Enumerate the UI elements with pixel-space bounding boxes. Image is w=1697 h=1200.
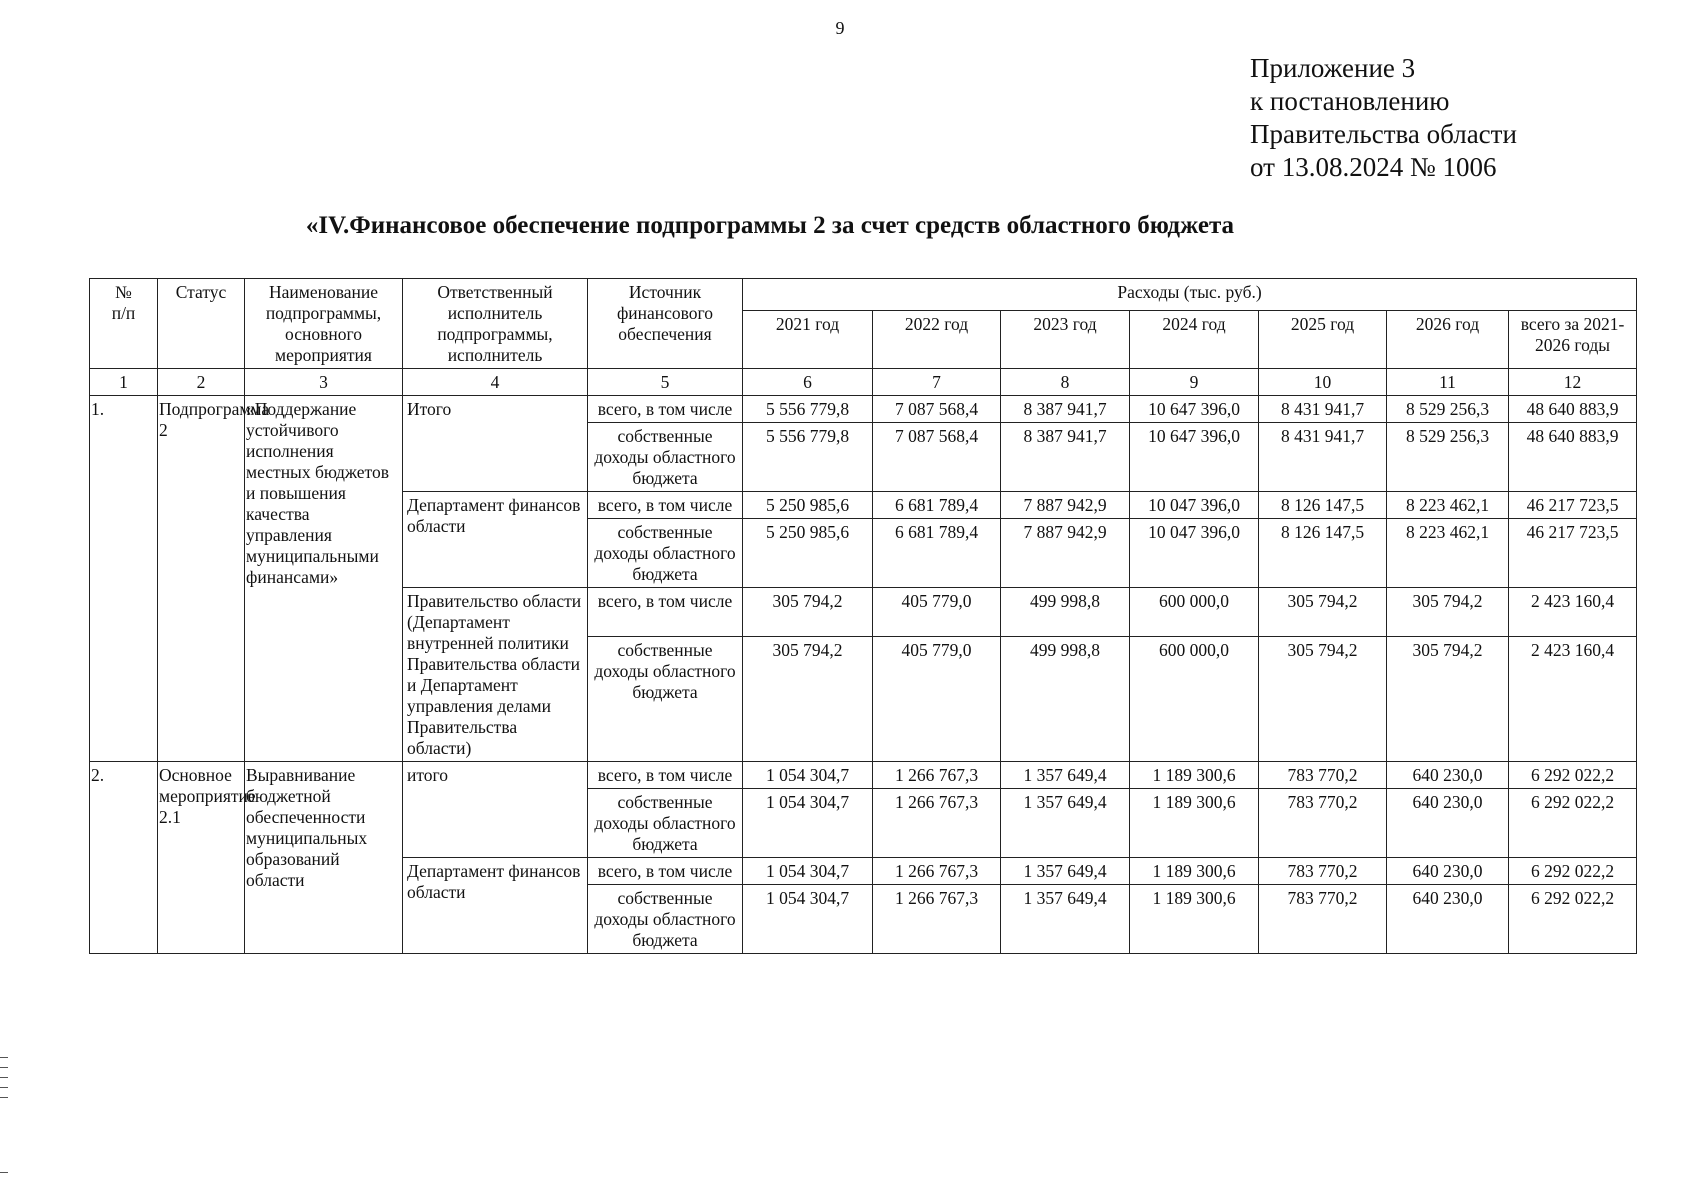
amount-cell: 305 794,2 [1387,636,1509,761]
amount-cell: 10 047 396,0 [1130,492,1259,519]
column-number: 9 [1130,369,1259,396]
amount-cell: 7 887 942,9 [1001,492,1130,519]
executor-name: Итого [403,396,588,492]
amount-cell: 48 640 883,9 [1509,423,1637,492]
header-row [90,279,1637,311]
amount-cell: 6 292 022,2 [1509,762,1637,789]
section-number: 1. [90,396,158,762]
amount-cell: 305 794,2 [1259,636,1387,761]
amount-cell: 5 250 985,6 [743,519,873,588]
amount-cell: 1 357 649,4 [1001,858,1130,885]
table-row [90,762,1637,789]
column-number: 11 [1387,369,1509,396]
amount-cell: 6 681 789,4 [873,519,1001,588]
amount-cell: 10 647 396,0 [1130,423,1259,492]
amount-cell: 1 266 767,3 [873,858,1001,885]
amount-cell: 10 647 396,0 [1130,396,1259,423]
margin-mark [0,1057,8,1058]
margin-mark [0,1067,8,1068]
amount-cell: 7 087 568,4 [873,396,1001,423]
amount-cell: 8 126 147,5 [1259,519,1387,588]
column-number: 3 [245,369,403,396]
amount-cell: 640 230,0 [1387,858,1509,885]
column-number: 2 [158,369,245,396]
funding-source: собственные доходы областного бюджета [588,519,743,588]
section-name: Выравнивание бюджетной обеспеченности муниципальных образований области [245,762,403,954]
amount-cell: 10 047 396,0 [1130,519,1259,588]
appendix-line: Приложение 3 [1250,53,1416,83]
column-number: 4 [403,369,588,396]
header-source: Источник финансового обеспечения [588,279,743,369]
amount-cell: 1 054 304,7 [743,762,873,789]
amount-cell: 1 054 304,7 [743,858,873,885]
amount-cell: 1 266 767,3 [873,789,1001,858]
amount-cell: 783 770,2 [1259,789,1387,858]
amount-cell: 5 250 985,6 [743,492,873,519]
amount-cell: 8 387 941,7 [1001,396,1130,423]
amount-cell: 640 230,0 [1387,789,1509,858]
amount-cell: 6 681 789,4 [873,492,1001,519]
amount-cell: 7 087 568,4 [873,423,1001,492]
column-number: 1 [90,369,158,396]
appendix-line: от 13.08.2024 № 1006 [1250,152,1497,182]
column-number: 7 [873,369,1001,396]
executor-name: Правительство области (Департамент внутренней политики Правительства области и Департамент управления делами Правительства области) [403,588,588,762]
funding-source: всего, в том числе [588,492,743,519]
header-num: № п/п [90,279,158,369]
amount-cell: 8 431 941,7 [1259,396,1387,423]
amount-cell: 6 292 022,2 [1509,858,1637,885]
funding-source: собственные доходы областного бюджета [588,789,743,858]
amount-cell: 2 423 160,4 [1509,636,1637,761]
header-year: 2022 год [873,311,1001,369]
amount-cell: 1 189 300,6 [1130,858,1259,885]
amount-cell: 8 529 256,3 [1387,423,1509,492]
funding-source: собственные доходы областного бюджета [588,885,743,954]
amount-cell: 8 126 147,5 [1259,492,1387,519]
header-year: 2023 год [1001,311,1130,369]
table-row [90,396,1637,423]
amount-cell: 783 770,2 [1259,858,1387,885]
amount-cell: 5 556 779,8 [743,396,873,423]
amount-cell: 405 779,0 [873,636,1001,761]
funding-source: всего, в том числе [588,396,743,423]
column-number-row [90,369,1637,396]
amount-cell: 6 292 022,2 [1509,885,1637,954]
header-name: Наименование подпрограммы, основного мероприятия [245,279,403,369]
section-name: «Поддержание устойчивого исполнения местных бюджетов и повышения качества управления муниципальными финансами» [245,396,403,762]
amount-cell: 8 387 941,7 [1001,423,1130,492]
amount-cell: 2 423 160,4 [1509,588,1637,637]
amount-cell: 499 998,8 [1001,636,1130,761]
amount-cell: 1 357 649,4 [1001,762,1130,789]
amount-cell: 499 998,8 [1001,588,1130,637]
header-year: 2021 год [743,311,873,369]
amount-cell: 305 794,2 [743,636,873,761]
appendix-block [1250,52,1517,184]
column-number: 5 [588,369,743,396]
amount-cell: 46 217 723,5 [1509,492,1637,519]
amount-cell: 600 000,0 [1130,588,1259,637]
amount-cell: 783 770,2 [1259,885,1387,954]
margin-mark [0,1172,8,1173]
header-expenses: Расходы (тыс. руб.) [743,279,1637,311]
funding-source: собственные доходы областного бюджета [588,636,743,761]
column-number: 6 [743,369,873,396]
amount-cell: 405 779,0 [873,588,1001,637]
section-status: Основное мероприятие 2.1 [158,762,245,954]
section-number: 2. [90,762,158,954]
column-number: 10 [1259,369,1387,396]
funding-source: всего, в том числе [588,588,743,637]
margin-mark [0,1077,8,1078]
amount-cell: 305 794,2 [1259,588,1387,637]
header-year: 2025 год [1259,311,1387,369]
amount-cell: 1 054 304,7 [743,885,873,954]
amount-cell: 1 266 767,3 [873,762,1001,789]
amount-cell: 8 431 941,7 [1259,423,1387,492]
margin-mark [0,1097,8,1098]
amount-cell: 640 230,0 [1387,762,1509,789]
amount-cell: 305 794,2 [743,588,873,637]
amount-cell: 1 189 300,6 [1130,789,1259,858]
header-year: 2026 год [1387,311,1509,369]
page-number: 9 [835,18,845,38]
funding-source: собственные доходы областного бюджета [588,423,743,492]
amount-cell: 1 357 649,4 [1001,789,1130,858]
amount-cell: 1 054 304,7 [743,789,873,858]
amount-cell: 8 223 462,1 [1387,519,1509,588]
amount-cell: 1 357 649,4 [1001,885,1130,954]
amount-cell: 8 529 256,3 [1387,396,1509,423]
funding-source: всего, в том числе [588,762,743,789]
header-executor: Ответственный исполнитель подпрограммы, исполнитель [403,279,588,369]
executor-name: Департамент финансов области [403,492,588,588]
amount-cell: 640 230,0 [1387,885,1509,954]
amount-cell: 46 217 723,5 [1509,519,1637,588]
appendix-line: Правительства области [1250,119,1517,149]
financing-table [89,278,1637,954]
header-total-years: всего за 2021-2026 годы [1509,311,1637,369]
amount-cell: 1 189 300,6 [1130,762,1259,789]
amount-cell: 8 223 462,1 [1387,492,1509,519]
header-status: Статус [158,279,245,369]
executor-name: Департамент финансов области [403,858,588,954]
amount-cell: 1 189 300,6 [1130,885,1259,954]
amount-cell: 48 640 883,9 [1509,396,1637,423]
funding-source: всего, в том числе [588,858,743,885]
amount-cell: 783 770,2 [1259,762,1387,789]
amount-cell: 305 794,2 [1387,588,1509,637]
amount-cell: 1 266 767,3 [873,885,1001,954]
amount-cell: 6 292 022,2 [1509,789,1637,858]
amount-cell: 5 556 779,8 [743,423,873,492]
executor-name: итого [403,762,588,858]
column-number: 8 [1001,369,1130,396]
margin-mark [0,1087,8,1088]
amount-cell: 7 887 942,9 [1001,519,1130,588]
appendix-line: к постановлению [1250,86,1450,116]
amount-cell: 600 000,0 [1130,636,1259,761]
section-status: Подпрограмма 2 [158,396,245,762]
document-title: «IV.Финансовое обеспечение подпрограммы 2 за счет средств областного бюджета [305,212,1235,239]
column-number: 12 [1509,369,1637,396]
header-year: 2024 год [1130,311,1259,369]
